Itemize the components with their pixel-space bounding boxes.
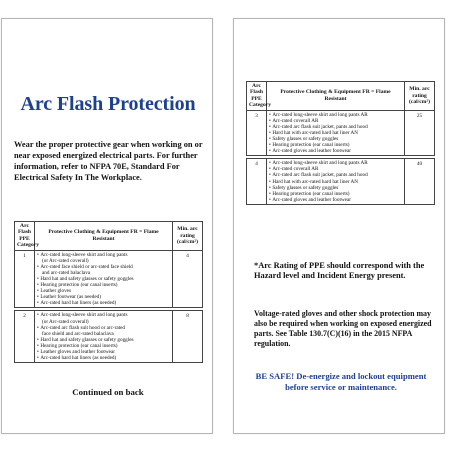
table-row <box>15 250 203 308</box>
table-row <box>15 311 203 363</box>
gear-item: • Safety glasses or safety goggles <box>269 185 402 191</box>
gear-item: and arc-rated balaclava <box>42 269 91 276</box>
gear-cell <box>35 250 173 308</box>
gear-item: • Arc-rated hard hat liners (as needed) <box>37 300 170 306</box>
rating-cell: 40 <box>405 159 435 205</box>
table-header-row <box>15 222 203 251</box>
gear-item: • Arc-rated long-sleeve shirt and long pants AR <box>269 160 402 166</box>
header-gear: Protective Clothing & Equipment FR = Flame Resistant <box>35 222 173 251</box>
category-cell: 2 <box>15 311 35 363</box>
header-rating: Min. arc rating (cal/cm²) <box>405 82 435 111</box>
gear-item: • Arc-rated hard hat liners (as needed) <box>37 355 170 361</box>
gear-item: • Hearing protection (ear canal inserts) <box>37 343 170 349</box>
gear-item: • Arc-rated arc flash suit jacket, pants and hood <box>269 124 402 130</box>
arc-rating-note: *Arc Rating of PPE should correspond with the Hazard level and Incident Energy present. <box>254 261 425 281</box>
gear-item: • Safety glasses or safety goggles <box>269 136 402 142</box>
table-row <box>247 110 435 156</box>
gear-item: (or Arc-rated coverall) <box>42 257 89 264</box>
category-cell: 4 <box>247 159 267 205</box>
gear-cell <box>35 311 173 363</box>
ppe-table-front <box>14 221 203 363</box>
front-card <box>1 18 213 434</box>
category-cell: 1 <box>15 250 35 308</box>
gear-cell <box>267 159 405 205</box>
gear-item: (or Arc-rated coverall) <box>42 318 89 325</box>
gear-item: • Arc-rated arc flash suit jacket, pants and hood <box>269 172 402 178</box>
shock-protection-note: Voltage-rated gloves and other shock protection may also be required when working on exposed energized parts. See Table 130.7(C)(16) in the 2015 NFPA regulation. <box>254 309 432 348</box>
continued-note: Continued on back <box>72 387 144 397</box>
gear-item: • Leather gloves and leather footwear <box>37 349 170 355</box>
gear-item: • Arc-rated gloves and leather footwear <box>269 197 402 203</box>
gear-item: • Arc-rated long-sleeve shirt and long pants <box>37 312 170 318</box>
gear-item: • Hearing protection (ear canal inserts) <box>269 191 402 197</box>
gear-item: • Arc-rated gloves and leather footwear <box>269 148 402 154</box>
category-cell: 3 <box>247 110 267 156</box>
header-rating: Min. arc rating (cal/cm²) <box>173 222 203 251</box>
gear-item: • Leather gloves <box>37 288 170 294</box>
gear-item: • Hearing protection (ear canal inserts) <box>269 142 402 148</box>
gear-item: • Hard hat with arc-rated hard hat liner AN <box>269 179 402 185</box>
card-title: Arc Flash Protection <box>20 93 196 115</box>
header-gear: Protective Clothing & Equipment FR = Flame Resistant <box>267 82 405 111</box>
gear-item: • Hearing protection (ear canal inserts) <box>37 282 170 288</box>
gear-item: • Leather footwear (as needed) <box>37 294 170 300</box>
be-safe-message: BE SAFE! De-energize and lockout equipment before service or maintenance. <box>255 371 427 392</box>
gear-item: • Hard hat and safety glasses or safety goggles <box>37 337 170 343</box>
gear-item: • Arc-rated coverall AR <box>269 166 402 172</box>
gear-item: • Hard hat and safety glasses or safety goggles <box>37 276 170 282</box>
gear-item: face shield and arc-rated balaclava <box>42 330 114 337</box>
header-category: Arc Flash PPE Category <box>247 82 267 111</box>
table-row <box>247 159 435 205</box>
rating-cell: 8 <box>173 311 203 363</box>
header-category: Arc Flash PPE Category <box>15 222 35 251</box>
back-card <box>233 18 445 434</box>
rating-cell: 4 <box>173 250 203 308</box>
rating-cell: 25 <box>405 110 435 156</box>
gear-item: • Arc-rated coverall AR <box>269 118 402 124</box>
gear-item: • Hard hat with arc-rated hard hat liner AN <box>269 130 402 136</box>
gear-item: • Arc-rated long-sleeve shirt and long pants <box>37 252 170 258</box>
table-header-row <box>247 82 435 111</box>
gear-item: • Arc-rated face shield or arc-rated face shield <box>37 264 170 270</box>
ppe-table-back <box>246 81 435 205</box>
gear-cell <box>267 110 405 156</box>
gear-item: • Arc-rated long-sleeve shirt and long pants AR <box>269 112 402 118</box>
gear-item: • Arc-rated arc flash suit hood or arc-rated <box>37 325 170 331</box>
intro-text: Wear the proper protective gear when working on or near exposed energized electrical parts. For further information, refer to NFPA 70E, Standard For Electrical Safety In The Workplace. <box>14 140 203 182</box>
